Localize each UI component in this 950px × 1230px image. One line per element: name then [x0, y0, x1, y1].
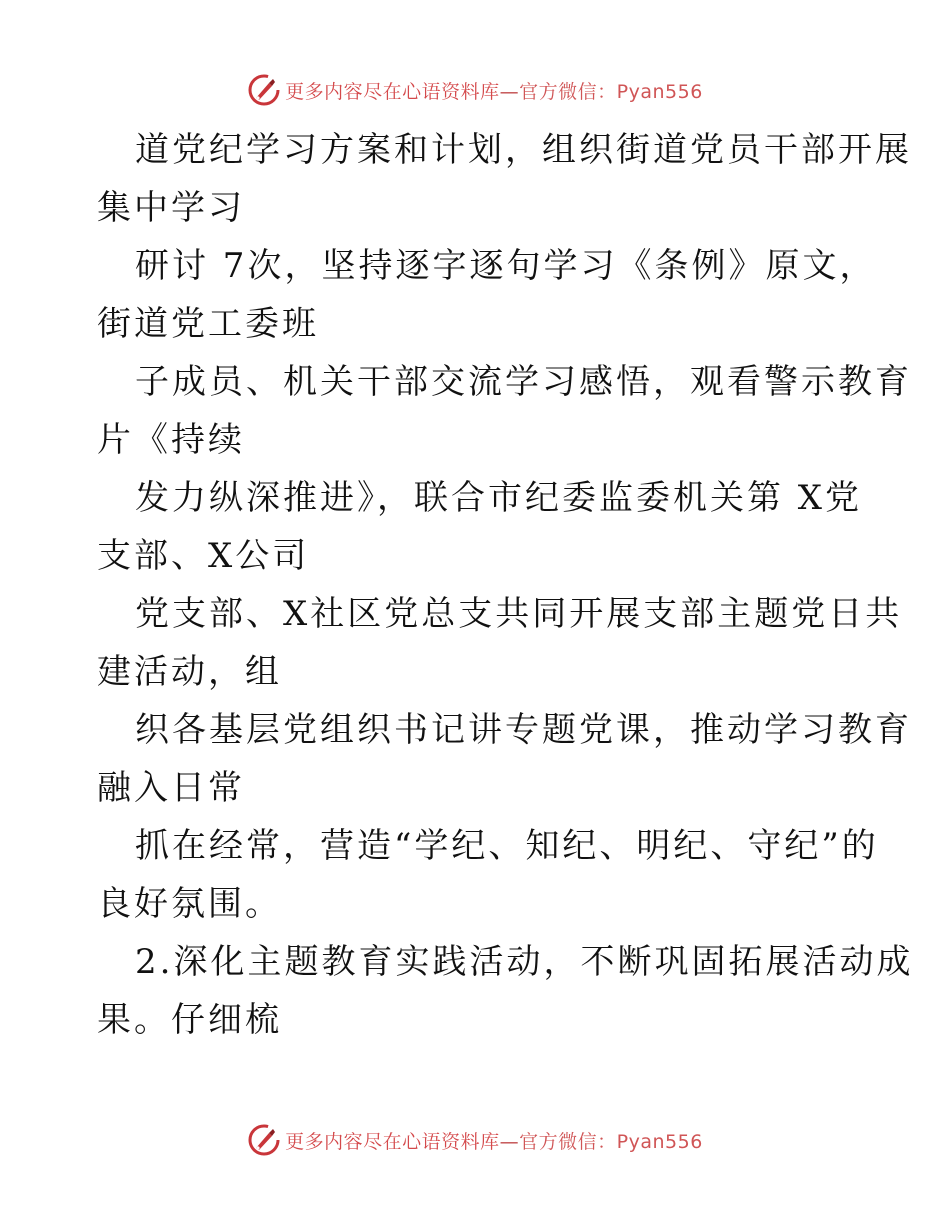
document-line: 道党纪学习方案和计划，组织街道党员干部开展: [135, 130, 912, 170]
document-body: [97, 121, 914, 1049]
document-line: 果。仔细梳: [97, 1000, 282, 1040]
header-watermark-banner: [0, 70, 950, 110]
document-line: 子成员、机关干部交流学习感悟，观看警示教育: [135, 362, 912, 402]
document-line: 抓在经常，营造“学纪、知纪、明纪、守纪”的: [135, 826, 879, 866]
pen-logo-icon: [247, 1123, 281, 1157]
document-line: 片《持续: [97, 420, 245, 460]
document-line: 融入日常: [97, 768, 245, 808]
document-line: 良好氛围。: [97, 884, 282, 924]
footer-watermark-text: 更多内容尽在心语资料库—官方微信：Pyan556: [285, 1130, 703, 1153]
footer-watermark-banner: [0, 1120, 950, 1160]
document-line: 党支部、X社区党总支共同开展支部主题党日共: [135, 594, 903, 634]
document-line: 建活动，组: [97, 652, 282, 692]
document-line: 织各基层党组织书记讲专题党课，推动学习教育: [135, 710, 912, 750]
document-line: 支部、X公司: [97, 536, 310, 576]
document-line: 发力纵深推进》，联合市纪委监委机关第 X党: [135, 478, 863, 518]
document-line: 2.深化主题教育实践活动，不断巩固拓展活动成: [135, 942, 914, 982]
header-watermark-text: 更多内容尽在心语资料库—官方微信：Pyan556: [285, 80, 703, 103]
document-line: 街道党工委班: [97, 304, 319, 344]
document-line: 研讨 7次，坚持逐字逐句学习《条例》原文，: [135, 246, 877, 286]
document-line: 集中学习: [97, 188, 245, 228]
pen-logo-icon: [247, 73, 281, 107]
